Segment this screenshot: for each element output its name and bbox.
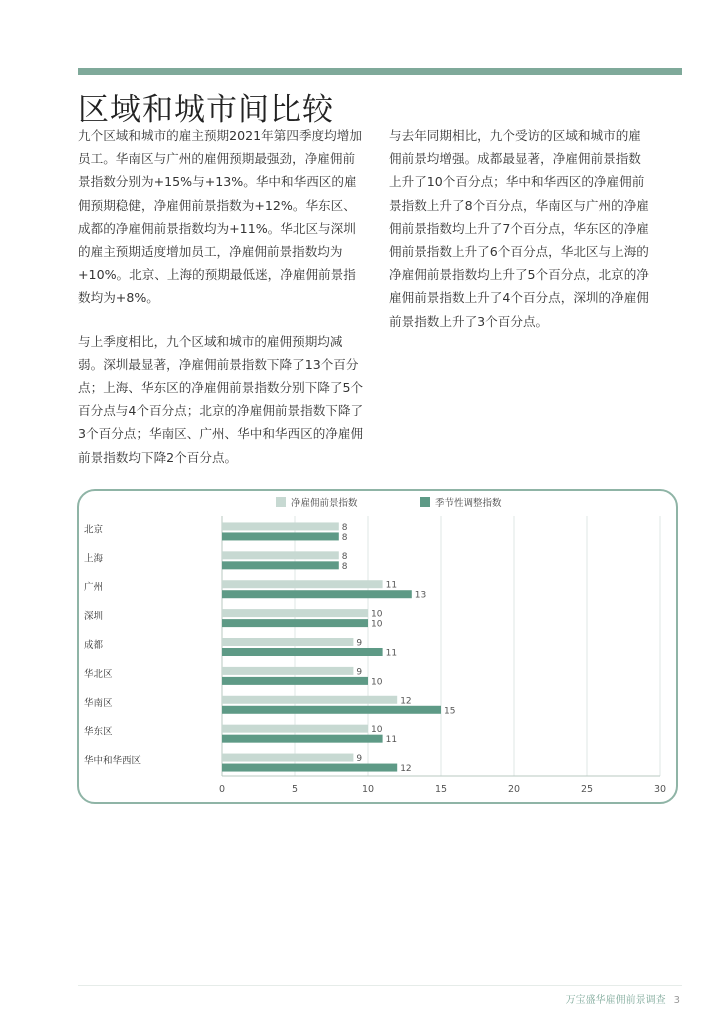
footer [566,991,680,1006]
data-label: 10 [371,609,383,620]
bar [222,735,383,743]
x-tick-label: 30 [653,784,667,795]
x-tick-label: 0 [218,784,226,795]
legend-label: 季节性调整指数 [435,498,502,509]
category-label: 上海 [84,553,104,565]
category-label: 华中和华西区 [84,755,142,767]
category-label: 成都 [84,640,104,651]
category-label: 深圳 [84,611,104,623]
x-tick-label: 20 [507,784,521,795]
data-label: 8 [341,532,348,543]
category-label: 北京 [84,524,104,536]
data-label: 15 [444,706,456,717]
bar [222,590,412,598]
bar [222,551,339,559]
legend-label: 净雇佣前景指数 [291,498,358,509]
legend-swatch [276,497,286,507]
category-label: 广州 [84,582,104,594]
data-label: 8 [341,561,348,572]
bar [222,522,339,530]
data-label: 9 [356,638,363,649]
bar [222,725,368,733]
x-tick-label: 5 [291,784,299,795]
bar [222,619,368,627]
footer-rule [78,985,682,986]
category-label: 华南区 [84,697,113,709]
x-tick-label: 15 [434,784,448,795]
bar [222,648,383,656]
paragraph: 与上季度相比，九个区域和城市的雇佣预期均减弱。深圳最显著，净雇佣前景指数下降了13个百分点；上海、华东区的净雇佣前景指数分别下降了5个百分点与4个百分点；北京的净雇佣前景指数下降了3个百分点；华南区、广州、华中和华西区的净雇佣前景指数均下降2个百分点。 [78,333,364,465]
category-label: 华北区 [84,668,113,680]
x-tick-label: 10 [361,784,375,795]
bar [222,764,397,772]
paragraph: 九个区域和城市的雇主预期2021年第四季度均增加员工。华南区与广州的雇佣预期最强劲，净雇佣前景指数分别为+15%与+13%。华中和华西区的雇佣预期稳健，净雇佣前景指数为+12%。华东区、成都的净雇佣前景指数均为+11%。华北区与深圳的雇主预期适度增加员工，净雇佣前景指数均为+10%。北京、上海的预期最低迷，净雇佣前景指数均为+8%。 [78,128,362,306]
data-label: 11 [385,648,398,659]
bar [222,754,353,762]
bar [222,609,368,617]
data-label: 10 [371,677,383,688]
bar [222,706,441,714]
data-label: 13 [414,590,427,601]
x-tick-label: 25 [580,784,594,795]
data-label: 10 [371,619,383,630]
footer-title: 万宝盛华雇佣前景调查 [565,995,666,1006]
category-label: 华东区 [84,726,113,738]
data-label: 9 [356,754,363,765]
page-title: 区域和城市间比较 [78,92,334,128]
bar [222,638,353,646]
data-label: 11 [385,580,398,591]
data-label: 9 [356,667,363,678]
bar [222,667,353,675]
data-label: 12 [400,696,412,707]
legend-swatch [420,497,430,507]
bar [222,677,368,685]
data-label: 8 [341,522,348,533]
bar [222,580,383,588]
bar [222,696,397,704]
paragraph: 与去年同期相比，九个受访的区域和城市的雇佣前景均增强。成都最显著，净雇佣前景指数上升了10个百分点；华中和华西区的净雇佣前景指数上升了8个百分点，华南区与广州的净雇佣前景指数均上升了7个百分点，华东区的净雇佣前景指数上升了6个百分点，华北区与上海的净雇佣前景指数均上升了5个百分点，北京的净雇佣前景指数上升了4个百分点，深圳的净雇佣前景指数上升了3个百分点。 [389,128,649,329]
page-number: 3 [673,995,680,1006]
data-label: 8 [341,551,348,562]
data-label: 11 [385,735,398,746]
bar [222,532,339,540]
data-label: 10 [371,725,383,736]
data-label: 12 [400,764,412,775]
bar [222,561,339,569]
